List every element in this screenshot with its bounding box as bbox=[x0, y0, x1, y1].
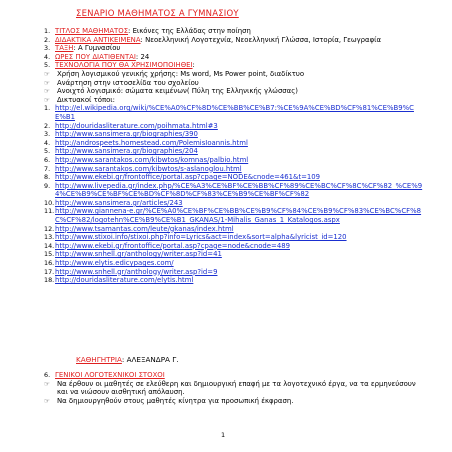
tech-bullet: ☞ Ανοιχτό λογισμικό: σώματα κειμένων( Πύλη της Ελληνικής γλώσσας) bbox=[44, 87, 298, 96]
tech-bullet: ☞ Δικτυακοί τόποι: bbox=[44, 95, 115, 104]
info-item-hours: 4. ΩΡΕΣ ΠΟΥ ΔΙΑΤΙΘΕΝΤΑΙ: 24 bbox=[44, 52, 150, 61]
link-list bbox=[44, 104, 424, 284]
link-item bbox=[44, 139, 424, 148]
link-item bbox=[44, 225, 424, 234]
pointing-hand-icon: ☞ bbox=[44, 95, 50, 104]
goals-section bbox=[44, 371, 424, 405]
hyperlink[interactable]: http://el.wikipedia.org/wiki/%CE%A0%CF%8D%CE%BB%CE%B7:%CE%9A%CE%BD%CF%81%CE%B9%CE%B1 bbox=[55, 104, 414, 121]
info-item-subjects: 2. ΔΙΔΑΚΤΙΚΑ ΑΝΤΙΚΕΙΜΕΝΑ: Νεοελληνική Λογοτεχνία, Νεοελληνική Γλώσσα, Ιστορία, Γεωγραφία bbox=[44, 35, 382, 44]
link-item bbox=[44, 156, 424, 165]
link-item bbox=[44, 207, 424, 224]
link-number: 15. bbox=[44, 250, 55, 259]
link-item bbox=[44, 276, 424, 285]
link-number: 4. bbox=[44, 138, 51, 147]
link-number: 8. bbox=[44, 173, 51, 182]
hyperlink[interactable]: http://www.sansimera.gr/biographies/390 bbox=[55, 130, 198, 139]
info-list bbox=[44, 27, 424, 285]
link-number: 17. bbox=[44, 267, 55, 276]
link-item bbox=[44, 104, 424, 121]
hyperlink[interactable]: http://www.ekebi.gr/frontoffice/portal.asp?cpage=node&cnode=489 bbox=[55, 241, 290, 250]
info-label: ΩΡΕΣ ΠΟΥ ΔΙΑΤΙΘΕΝΤΑΙ bbox=[55, 52, 136, 61]
link-number: 12. bbox=[44, 224, 55, 233]
info-label: ΤΑΞΗ bbox=[55, 44, 74, 53]
pointing-hand-icon: ☞ bbox=[44, 69, 50, 78]
hyperlink[interactable]: http://www.livepedia.gr/index.php/%CE%A3%CE%BF%CE%BB%CF%89%CE%BC%CF%8C%CF%82_%CE%94%CE%B9%CE%BF%CE%BD%CF%8D%CF%83%CE%B9%CE%BF%CF%82 bbox=[55, 181, 423, 199]
link-item bbox=[44, 165, 424, 174]
link-item bbox=[44, 242, 424, 251]
pointing-hand-icon: ☞ bbox=[44, 379, 50, 388]
teacher-label: ΚΑΘΗΓΗΤΡΙΑ bbox=[76, 355, 122, 364]
link-item bbox=[44, 250, 424, 259]
goals-heading: ΓΕΝΙΚΟΙ ΛΟΓΟΤΕΧΝΙΚΟΙ ΣΤΟΧΟΙ bbox=[55, 371, 165, 379]
teacher-line bbox=[76, 355, 179, 364]
page-title: ΣΕΝΑΡΙΟ ΜΑΘΗΜΑΤΟΣ Α ΓΥΜΝΑΣΙΟΥ bbox=[76, 9, 239, 19]
info-item-class: 3. ΤΑΞΗ: Α Γυμνασίου bbox=[44, 44, 121, 53]
hyperlink[interactable]: http://www.sarantakos.com/kibwtos/komnas/palbio.html bbox=[55, 155, 249, 164]
hyperlink[interactable]: http://www.tsamantas.com/leute/gkanas/index.html bbox=[55, 224, 234, 233]
info-label: ΔΙΔΑΚΤΙΚΑ ΑΝΤΙΚΕΙΜΕΝΑ bbox=[55, 35, 141, 44]
link-item bbox=[44, 233, 424, 242]
link-number: 11. bbox=[44, 207, 55, 216]
info-item-title: 1. ΤΙΤΛΟΣ ΜΑΘΗΜΑΤΟΣ: Εικόνες της Ελλάδας στην ποίηση bbox=[44, 27, 251, 35]
hyperlink[interactable]: http://www.snhell.gr/anthology/writer.asp?id=41 bbox=[55, 250, 222, 259]
tech-bullet: ☞ Ανάρτηση στην ιστοσελίδα του σχολείου bbox=[44, 78, 199, 87]
goal-bullet: ☞ Να έρθουν οι μαθητές σε ελεύθερη και δημιουργική επαφή με τα λογοτεχνικό έργα, να τα ερμηνεύσουν και να νιώσουν αισθητική απόλαυση. bbox=[44, 379, 416, 397]
link-number: 5. bbox=[44, 147, 51, 156]
pointing-hand-icon: ☞ bbox=[44, 87, 50, 96]
link-number: 16. bbox=[44, 259, 55, 268]
info-value: 24 bbox=[140, 52, 150, 61]
link-number: 14. bbox=[44, 241, 55, 250]
goal-bullet: ☞ Να δημιουργηθούν στους μαθητές κίνητρα για προσωπική έκφραση. bbox=[44, 396, 294, 405]
hyperlink[interactable]: http://www.ekebi.gr/frontoffice/portal.asp?cpage=NODE&cnode=461&t=109 bbox=[55, 173, 321, 182]
hyperlink[interactable]: http://douridasliterature.com/elytis.html bbox=[55, 276, 194, 285]
hyperlink[interactable]: http://www.sansimera.gr/articles/243 bbox=[55, 198, 183, 207]
hyperlink[interactable]: http://www.giannena-e.gr/%CE%A0%CE%BF%CE%BB%CE%B9%CF%84%CE%B9%CF%83%CE%BC%CF%8C%CF%82/logotehn%CE%B9%CE%B1_GKANAS/1-Mihalis_Ganas_1_Katalogos.aspx bbox=[55, 207, 422, 225]
link-number: 6. bbox=[44, 155, 51, 164]
link-item bbox=[44, 199, 424, 208]
link-item bbox=[44, 268, 424, 277]
info-label: ΤΙΤΛΟΣ ΜΑΘΗΜΑΤΟΣ bbox=[55, 27, 129, 35]
link-item bbox=[44, 182, 424, 199]
info-item-technology: 5. ΤΕΧΝΟΛΟΓΙΑ ΠΟΥ ΘΑ ΧΡΗΣΙΜΟΠΟΙΗΘΕΙ: bbox=[44, 61, 195, 70]
link-number: 10. bbox=[44, 198, 55, 207]
link-item bbox=[44, 173, 424, 182]
hyperlink[interactable]: http://www.sarantakos.com/kibwtos/s-aslanoglou.html bbox=[55, 164, 242, 173]
link-number: 9. bbox=[44, 181, 51, 190]
link-item bbox=[44, 259, 424, 268]
info-value: Α Γυμνασίου bbox=[77, 44, 121, 53]
link-number: 7. bbox=[44, 164, 51, 173]
hyperlink[interactable]: http://androspeets.homestead.com/PolemisIoannis.html bbox=[55, 138, 248, 147]
link-item bbox=[44, 130, 424, 139]
link-number: 1. bbox=[44, 104, 51, 113]
pointing-hand-icon: ☞ bbox=[44, 78, 50, 87]
info-label: ΤΕΧΝΟΛΟΓΙΑ ΠΟΥ ΘΑ ΧΡΗΣΙΜΟΠΟΙΗΘΕΙ bbox=[55, 61, 193, 70]
link-number: 18. bbox=[44, 276, 55, 285]
hyperlink[interactable]: http://douridasliterature.com/poihmata.html#3 bbox=[55, 121, 218, 130]
link-number: 13. bbox=[44, 233, 55, 242]
link-number: 3. bbox=[44, 130, 51, 139]
goals-heading-row: 6. ΓΕΝΙΚΟΙ ΛΟΓΟΤΕΧΝΙΚΟΙ ΣΤΟΧΟΙ bbox=[44, 371, 165, 379]
hyperlink[interactable]: http://www.stixoi.info/stixoi.php?info=Lyrics&act=index&sort=alpha&lyricist_id=120 bbox=[55, 233, 347, 242]
link-item bbox=[44, 122, 424, 131]
link-number: 2. bbox=[44, 121, 51, 130]
hyperlink[interactable]: http://www.snhell.gr/anthology/writer.asp?id=9 bbox=[55, 267, 218, 276]
hyperlink[interactable]: http://www.elytis.edicypages.com/ bbox=[55, 259, 174, 268]
page-number: 1 bbox=[221, 431, 226, 439]
link-item bbox=[44, 147, 424, 156]
tech-bullet: ☞ Χρήση λογισμικού γενικής χρήσης: Ms word, Ms Power point, διαδίκτυο bbox=[44, 69, 305, 78]
teacher-name: : ΑΛΕΞΑΝΔΡΑ Γ. bbox=[121, 355, 179, 364]
hyperlink[interactable]: http://www.sansimera.gr/biographies/204 bbox=[55, 147, 198, 156]
pointing-hand-icon: ☞ bbox=[44, 396, 50, 405]
info-value: Νεοελληνική Λογοτεχνία, Νεοελληνική Γλώσσα, Ιστορία, Γεωγραφία bbox=[145, 35, 382, 44]
info-value: Εικόνες της Ελλάδας στην ποίηση bbox=[132, 27, 251, 35]
